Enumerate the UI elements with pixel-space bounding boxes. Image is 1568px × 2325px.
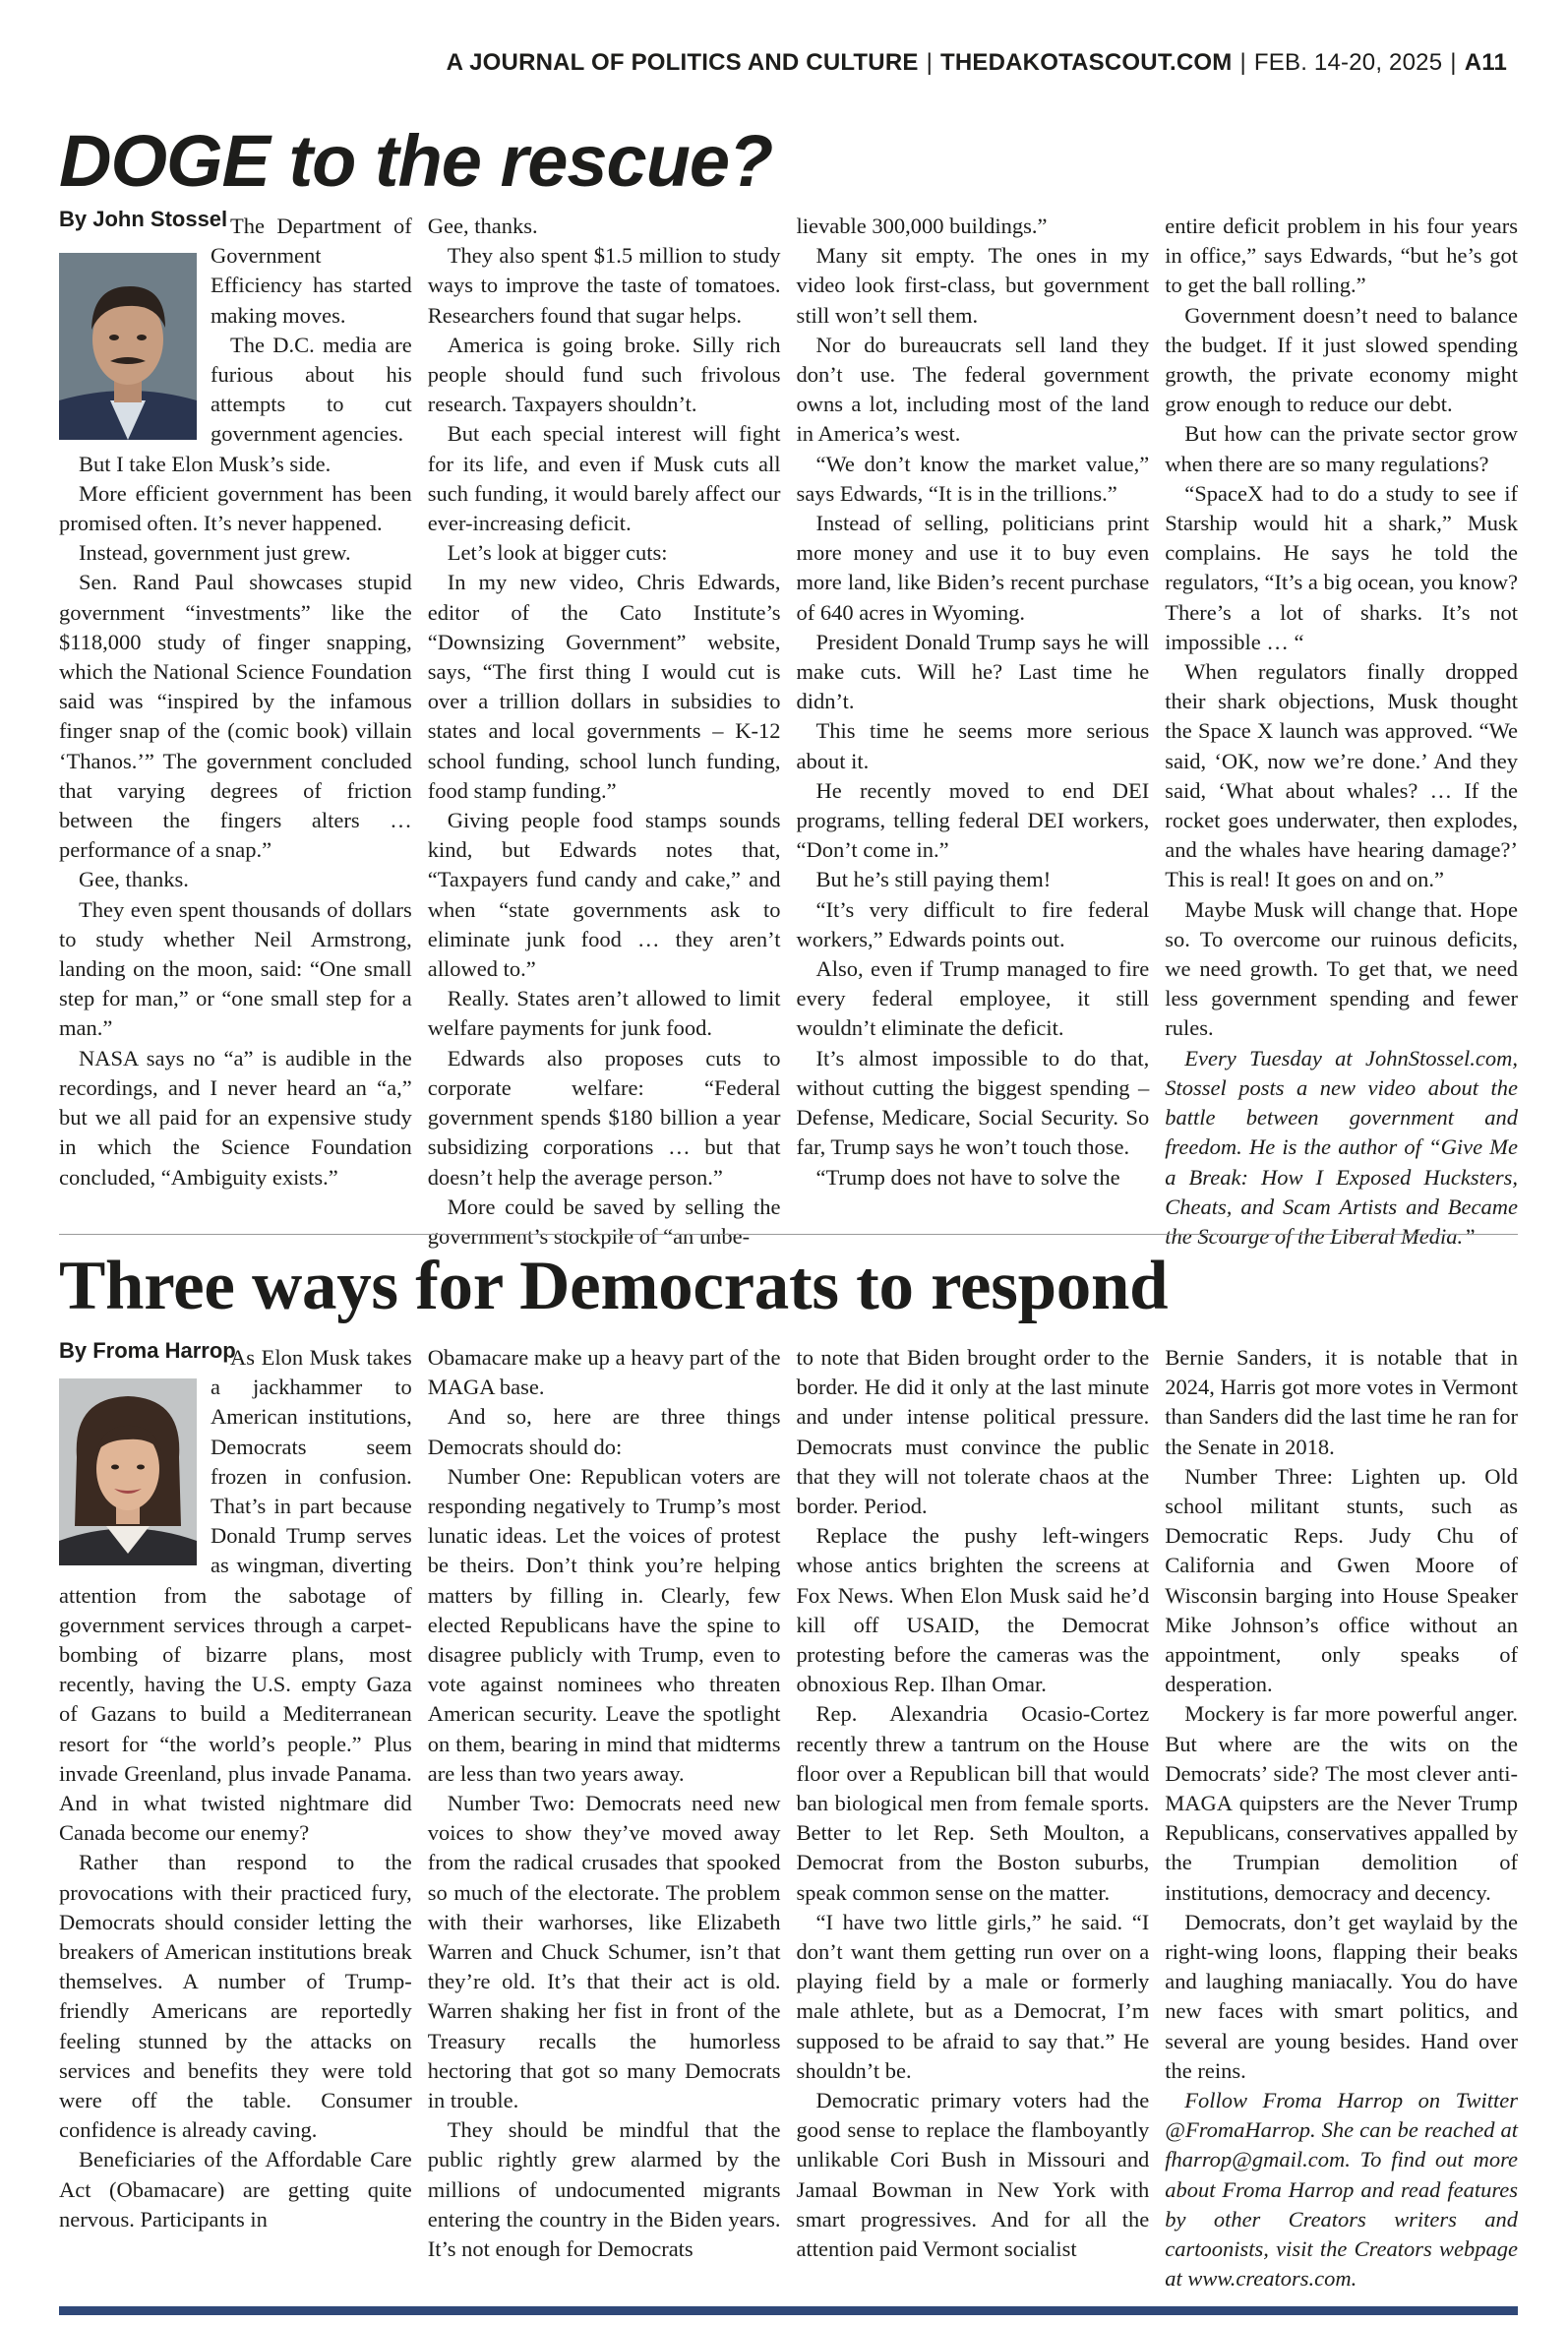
paragraph: Number Two: Democrats need new voices to show they’ve moved away from the radical crusades that spooked so much of the electorate. The problem with their warhorses, like Elizabeth Warren and Chuck Schumer, isn’t that they’re old. It’s that their act is old. Warren shaking her fist in front of the Treasury recalls the humorless hectoring that got so many Democrats in trouble. (427, 1791, 781, 2113)
author-tagline: Follow Froma Harrop on Twitter @FromaHarrop. She can be reached at fharrop@gmail.com. To find out more about Froma Harrop and read features by other Creators writers and cartoonists, visit the Creators webpage at www.creators.com. (1165, 2088, 1518, 2292)
paragraph: Democrats, don’t get waylaid by the right-wing loons, flapping their beaks and laughing maniacally. You do have new faces with smart politics, and several are young besides. Hand over the reins. (1165, 1909, 1518, 2083)
paragraph: Nor do bureaucrats sell land they don’t use. The federal government owns a lot, including most of the land in America’s west. (796, 332, 1150, 447)
paragraph: Government doesn’t need to balance the budget. If it just slowed spending growth, the private economy might grow enough to reduce our debt. (1165, 302, 1518, 417)
paragraph: Sen. Rand Paul showcases stupid government “investments” like the $118,000 study of finger snapping, which the National Science Foundation said was “inspired by the infamous finger snap of the (comic book) villain ‘Thanos.’” The government concluded that varying degrees of friction between the fingers alters … performance of a snap.” (59, 570, 412, 863)
footer-bar (59, 2306, 1518, 2315)
portrait-image (59, 1378, 197, 1565)
paragraph: NASA says no “a” is audible in the recordings, and I never heard an “a,” but we all paid for an expensive study in which the Science Foundation concluded, “Ambiguity exists.” (59, 1045, 412, 1190)
paragraph: More efficient government has been promised often. It’s never happened. (59, 480, 412, 536)
journal-tagline: A JOURNAL OF POLITICS AND CULTURE (446, 49, 919, 76)
paragraph: The D.C. media are furious about his attempts to cut government agencies. (211, 332, 412, 447)
article1-column-1 (59, 212, 412, 1252)
paragraph: Democratic primary voters had the good sense to replace the flamboyantly unlikable Cori Bush in Missouri and Jamaal Bowman in New York with smart progressives. And for all the attention paid Vermont socialist (796, 2088, 1150, 2262)
paragraph: “We don’t know the market value,” says Edwards, “It is in the trillions.” (796, 451, 1150, 506)
paragraph: “Trump does not have to solve the (815, 1164, 1120, 1190)
paragraph: And so, here are three things Democrats should do: (427, 1404, 781, 1459)
paragraph: Number Three: Lighten up. Old school militant stunts, such as Democratic Reps. Judy Chu of California and Gwen Moore of Wisconsin barging into House Speaker Mike Johnson’s office without an appointment, only speaks of desperation. (1165, 1463, 1518, 1697)
paragraph: More could be saved by selling the government’s stockpile of “an unbe- (427, 1193, 781, 1249)
article2-column-4 (1165, 1343, 1518, 2294)
paragraph: But he’s still paying them! (815, 867, 1052, 892)
paragraph: Giving people food stamps sounds kind, but Edwards notes that, “Taxpayers fund candy and cake,” and when “state governments ask to eliminate junk food … they aren’t allowed to.” (427, 808, 781, 982)
article1-column-3 (797, 212, 1150, 1252)
issue-date: FEB. 14-20, 2025 (1253, 49, 1443, 76)
article1-byline: By John Stossel (59, 207, 228, 231)
paragraph: Maybe Musk will change that. Hope so. To overcome our ruinous deficits, we need growth. To get that, we need less government spending and fewer rules. (1165, 896, 1518, 1041)
site-name: THEDAKOTASCOUT.COM (940, 49, 1233, 76)
paragraph: Really. States aren’t allowed to limit welfare payments for junk food. (427, 986, 781, 1041)
paragraph: “SpaceX had to do a study to see if Starship would hit a shark,” Musk complains. He says he told the regulators, “It’s a big ocean, you know? There’s a lot of sharks. It’s not impossible … “ (1165, 480, 1518, 654)
paragraph: lievable 300,000 buildings.” (796, 214, 1048, 238)
paragraph: Many sit empty. The ones in my video look first-class, but government still won’t sell them. (796, 243, 1150, 328)
paragraph: Beneficiaries of the Affordable Care Act (Obamacare) are getting quite nervous. Participants in (59, 2147, 412, 2232)
portrait-image (59, 253, 197, 440)
article2-column-2 (428, 1343, 781, 2294)
paragraph: It’s almost impossible to do that, without cutting the biggest spending – Defense, Medicare, Social Security. So far, Trump says he won’t touch those. (796, 1045, 1150, 1160)
paragraph: As Elon Musk takes a jackhammer to American institutions, Democrats seem frozen in confusion. That’s in part because Donald Trump serves as wingman, diverting attention from the sabotage of government services through a carpet-bombing of bizarre plans, most recently, having the U.S. empty Gaza of Gazans to build a Mediterranean resort for “the world’s people.” Plus invade Greenland, plus invade Panama. And in what twisted nightmare did Canada become our enemy? (59, 1345, 412, 1846)
header-separator: | (926, 49, 933, 76)
paragraph: Gee, thanks. (427, 214, 538, 238)
paragraph: The Department of Government Efficiency has started making moves. (211, 214, 412, 328)
author-tagline: Every Tuesday at JohnStossel.com, Stossel posts a new video about the battle between government and freedom. He is the author of “Give Me a Break: How I Exposed Hucksters, Cheats, and Scam Artists and Became the Scourge of the Liberal Media.” (1165, 1045, 1518, 1249)
page-header (0, 49, 1507, 77)
paragraph: But how can the private sector grow when there are so many regulations? (1165, 421, 1518, 476)
article1-column-2 (428, 212, 781, 1252)
paragraph: This time he seems more serious about it. (796, 718, 1150, 773)
article2-headline: Three ways for Democrats to respond (59, 1248, 1169, 1324)
article2-byline: By Froma Harrop (59, 1338, 236, 1363)
paragraph: He recently moved to end DEI programs, telling federal DEI workers, “Don’t come in.” (796, 777, 1150, 863)
paragraph: America is going broke. Silly rich people should fund such frivolous research. Taxpayers shouldn’t. (427, 332, 781, 417)
article2-column-3 (797, 1343, 1150, 2294)
paragraph: In my new video, Chris Edwards, editor of the Cato Institute’s “Downsizing Government” website, says, “The first thing I would cut is over a trillion dollars in subsidies to states and local governments – K-12 school funding, school lunch funding, food stamp funding.” (427, 570, 781, 803)
paragraph: Also, even if Trump managed to fire every federal employee, it still wouldn’t eliminate the deficit. (796, 956, 1150, 1041)
paragraph: entire deficit problem in his four years in office,” says Edwards, “but he’s got to get the ball rolling.” (1165, 214, 1518, 298)
paragraph: Let’s look at bigger cuts: (447, 540, 668, 566)
paragraph: Number One: Republican voters are responding negatively to Trump’s most lunatic ideas. Let the voices of protest be theirs. Don’t think you’re helping matters by filling in. Clearly, few elected Republicans have the spine to disagree publicly with Trump, even to vote against nominees who threaten American security. Leave the spotlight on them, bearing in mind that midterms are less than two years away. (427, 1463, 781, 1786)
page-number: A11 (1464, 49, 1507, 76)
paragraph: Rather than respond to the provocations with their practiced fury, Democrats should consider letting the breakers of American institutions break themselves. A number of Trump-friendly Americans are reportedly feeling stunned by the attacks on services and benefits they were told were off the table. Consumer confidence is already caving. (59, 1850, 412, 2143)
paragraph: to note that Biden brought order to the border. He did it only at the last minute and under intense political pressure. Democrats must convince the public that they will not tolerate chaos at the border. Period. (796, 1345, 1150, 1519)
paragraph: They even spent thousands of dollars to study whether Neil Armstrong, landing on the moon, said: “One small step for man,” or “one small step for a man.” (59, 896, 412, 1041)
paragraph: President Donald Trump says he will make cuts. Will he? Last time he didn’t. (796, 629, 1150, 714)
header-separator: | (1239, 49, 1246, 76)
paragraph: When regulators finally dropped their shark objections, Musk thought the Space X launch was approved. “We said, ‘OK, now we’re done.’ And they said, ‘What about whales? … If the rocket goes underwater, then explodes, and the whales have hearing damage?’ This is real! It goes on and on.” (1165, 659, 1518, 892)
paragraph: Instead, government just grew. (79, 540, 351, 566)
paragraph: Instead of selling, politicians print more money and use it to buy even more land, like Biden’s recent purchase of 640 acres in Wyoming. (796, 511, 1150, 625)
paragraph: “It’s very difficult to fire federal workers,” Edwards points out. (796, 896, 1150, 951)
paragraph: Obamacare make up a heavy part of the MAGA base. (427, 1345, 781, 1400)
article1-headline: DOGE to the rescue? (59, 120, 773, 202)
paragraph: Replace the pushy left-wingers whose antics brighten the screens at Fox News. When Elon Musk said he’d kill off USAID, the Democrat protesting before the cameras was the obnoxious Rep. Ilhan Omar. (796, 1523, 1150, 1697)
article1-body (59, 212, 1518, 1252)
paragraph: Rep. Alexandria Ocasio-Cortez recently threw a tantrum on the House floor over a Republican bill that would ban biological men from female sports. Better to let Rep. Seth Moulton, a Democrat from the Boston suburbs, speak common sense on the matter. (796, 1701, 1150, 1905)
paragraph: Mockery is far more powerful anger. But where are the wits on the Democrats’ side? The most clever anti-MAGA quipsters are the Never Trump Republicans, conservatives appalled by the Trumpian demolition of institutions, democracy and decency. (1165, 1701, 1518, 1905)
paragraph: Edwards also proposes cuts to corporate welfare: “Federal government spends $180 billion a year subsidizing corporations … but that doesn’t help the average person.” (427, 1045, 781, 1190)
paragraph: But I take Elon Musk’s side. (79, 451, 332, 476)
paragraph: But each special interest will fight for its life, and even if Musk cuts all such funding, it would barely affect our ever-increasing deficit. (427, 421, 781, 536)
paragraph: Bernie Sanders, it is notable that in 2024, Harris got more votes in Vermont than Sanders did the last time he ran for the Senate in 2018. (1165, 1345, 1518, 1459)
paragraph: They also spent $1.5 million to study ways to improve the taste of tomatoes. Researchers found that sugar helps. (427, 243, 781, 328)
article2-column-1 (59, 1343, 412, 2294)
paragraph: They should be mindful that the public rightly grew alarmed by the millions of undocumented migrants entering the country in the Biden years. It’s not enough for Democrats (427, 2117, 781, 2262)
section-divider (59, 1234, 1518, 1235)
article1-column-4 (1165, 212, 1518, 1252)
paragraph: “I have two little girls,” he said. “I don’t want them getting run over on a playing field by a male or formerly male athlete, but as a Democrat, I’m supposed to be afraid to say that.” He shouldn’t be. (796, 1909, 1150, 2083)
author-photo-stossel (59, 253, 197, 440)
header-separator: | (1450, 49, 1457, 76)
paragraph: Gee, thanks. (79, 867, 189, 892)
article2-body (59, 1343, 1518, 2294)
author-photo-harrop (59, 1378, 197, 1565)
